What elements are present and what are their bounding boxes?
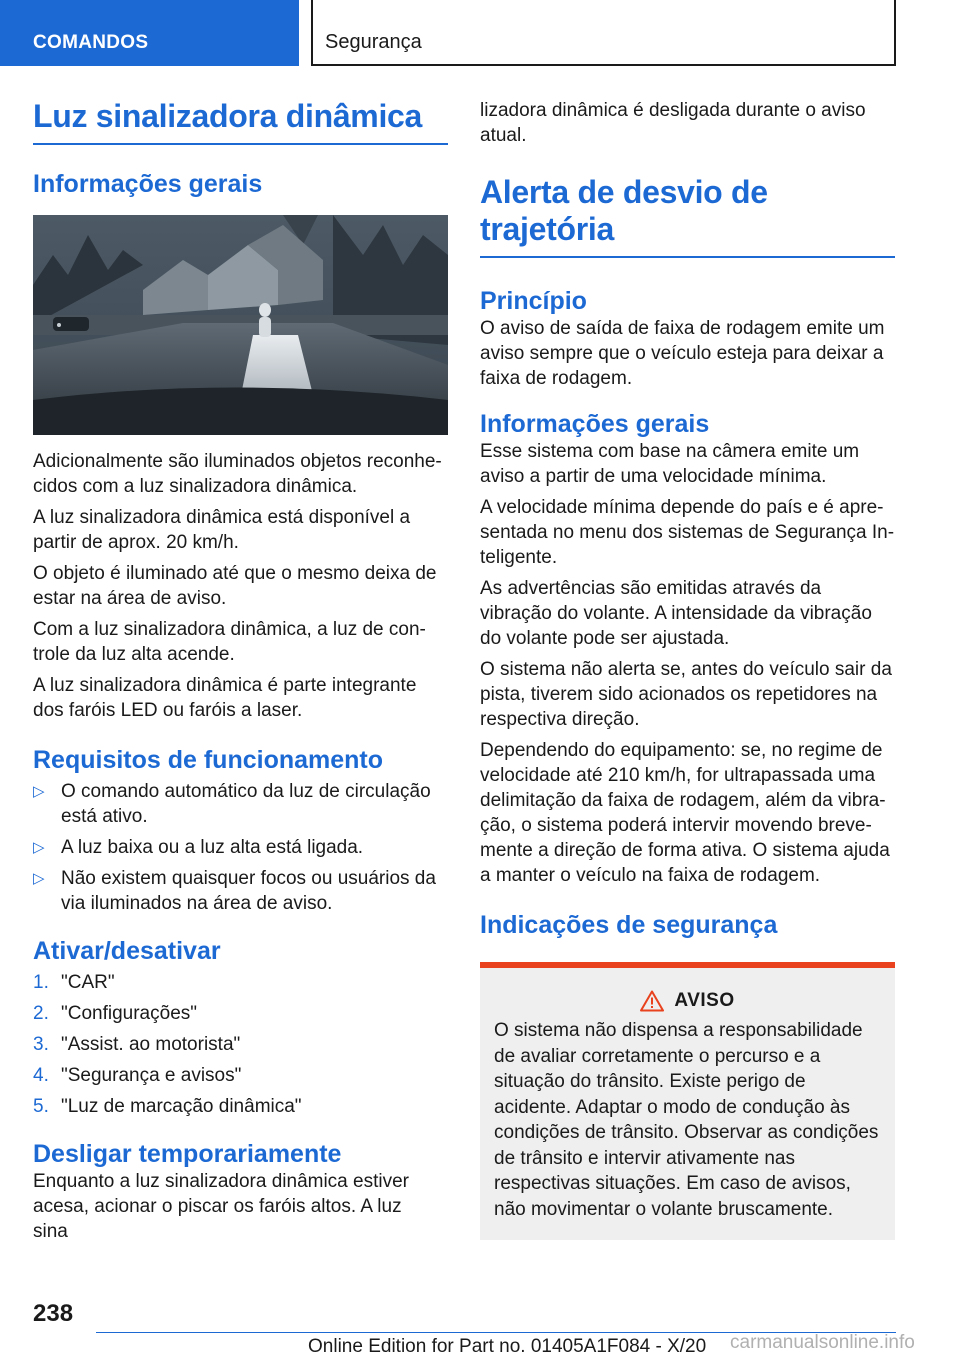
step-item: 3. "Assist. ao motorista" bbox=[33, 1034, 241, 1055]
left-column bbox=[33, 98, 448, 1250]
watermark: carmanualsonline.info bbox=[730, 1332, 915, 1353]
activate-steps bbox=[33, 970, 448, 1119]
temporary-off-heading: Desligar temporariamente bbox=[33, 1140, 342, 1168]
page-header bbox=[0, 0, 960, 66]
info-para-5: A luz sinalizadora dinâmica é parte integrante dos faróis LED ou faróis a laser. bbox=[33, 675, 417, 721]
info-para-2: A velocidade mínima depende do país e é apresentada no menu dos sistemas de Segurança Inteligente. bbox=[480, 497, 895, 568]
general-info-heading-right: Informações gerais bbox=[480, 410, 710, 438]
principle-para: O aviso de saída de faixa de rodagem emite um aviso sempre que o veículo esteja para deixar a faixa de rodagem. bbox=[480, 318, 885, 389]
warning-title: AVISO bbox=[674, 990, 735, 1011]
list-item: ▷ O comando automático da luz de circulação está ativo. bbox=[33, 781, 431, 827]
lane-departure-title: Alerta de desvio de trajetória bbox=[480, 174, 895, 258]
continued-para: lizadora dinâmica é desligada durante o aviso atual. bbox=[480, 100, 866, 146]
general-info-heading: Informações gerais bbox=[33, 170, 263, 198]
list-item: ▷ A luz baixa ou a luz alta está ligada. bbox=[33, 837, 364, 858]
edition-note: Online Edition for Part no. 01405A1F084 - X/20 bbox=[308, 1336, 707, 1357]
step-item: 4. "Segurança e avisos" bbox=[33, 1065, 242, 1086]
warning-box bbox=[480, 962, 895, 1240]
right-column bbox=[480, 98, 895, 1240]
info-para-1: Esse sistema com base na câmera emite um aviso a partir de uma velocidade mínima. bbox=[480, 441, 860, 487]
warning-header bbox=[494, 990, 881, 1012]
triangle-bullet-icon: ▷ bbox=[33, 839, 45, 856]
info-para-4: O sistema não alerta se, antes do veículo sair da pista, tiverem sido acionados os repetidores na respectiva direção. bbox=[480, 659, 892, 730]
temporary-off-para: Enquanto a luz sinalizadora dinâmica estiver acesa, acionar o piscar os faróis altos. A luz sina bbox=[33, 1171, 409, 1242]
info-para-4: Com a luz sinalizadora dinâmica, a luz de controle da luz alta acende. bbox=[33, 619, 426, 665]
warning-text: O sistema não dispensa a responsabilidade de avaliar corretamente o percurso e a situação do trânsito. Existe perigo de acidente. Adaptar o modo de condução às condições de trânsito. Observar as condições de trânsito e intervir ativamente nas respectivas situações. Em caso de avisos, não movimentar o volante bruscamente. bbox=[494, 1020, 879, 1220]
safety-heading: Indicações de segurança bbox=[480, 911, 778, 939]
info-para-3: O objeto é iluminado até que o mesmo deixa de estar na área de aviso. bbox=[33, 563, 437, 609]
dynamic-light-title: Luz sinalizadora dinâmica bbox=[33, 98, 448, 145]
requirements-heading: Requisitos de funcionamento bbox=[33, 746, 384, 774]
step-item: 5. "Luz de marcação dinâmica" bbox=[33, 1096, 302, 1117]
info-para-5: Dependendo do equipamento: se, no regime de velocidade até 210 km/h, for ultrapassada uma delimitação da faixa de rodagem, além da vibração, o sistema poderá intervir movendo brevemente a direção de forma ativa. O sistema ajuda a manter o veículo na faixa de rodagem. bbox=[480, 740, 890, 886]
warning-triangle-icon bbox=[640, 990, 664, 1012]
chapter-tab: COMANDOS bbox=[0, 0, 299, 66]
principle-heading: Princípio bbox=[480, 287, 587, 315]
list-item: ▷ Não existem quaisquer focos ou usuários da via iluminados na área de aviso. bbox=[33, 868, 436, 914]
requirements-list bbox=[33, 779, 448, 916]
step-item: 2. "Configurações" bbox=[33, 1003, 198, 1024]
info-para-3: As advertências são emitidas através da vibração do volante. A intensidade da vibração do volante pode ser ajustada. bbox=[480, 578, 872, 649]
activate-heading: Ativar/desativar bbox=[33, 937, 221, 965]
night-road-illustration bbox=[33, 215, 448, 435]
info-para-2: A luz sinalizadora dinâmica está disponível a partir de aprox. 20 km/h. bbox=[33, 507, 411, 553]
page-number: 238 bbox=[33, 1300, 74, 1327]
step-item: 1. "CAR" bbox=[33, 972, 115, 993]
info-para-1: Adicionalmente são iluminados objetos reconhecidos com a luz sinalizadora dinâmica. bbox=[33, 451, 442, 497]
triangle-bullet-icon: ▷ bbox=[33, 783, 45, 800]
triangle-bullet-icon: ▷ bbox=[33, 870, 45, 887]
section-label: Segurança bbox=[311, 0, 896, 66]
